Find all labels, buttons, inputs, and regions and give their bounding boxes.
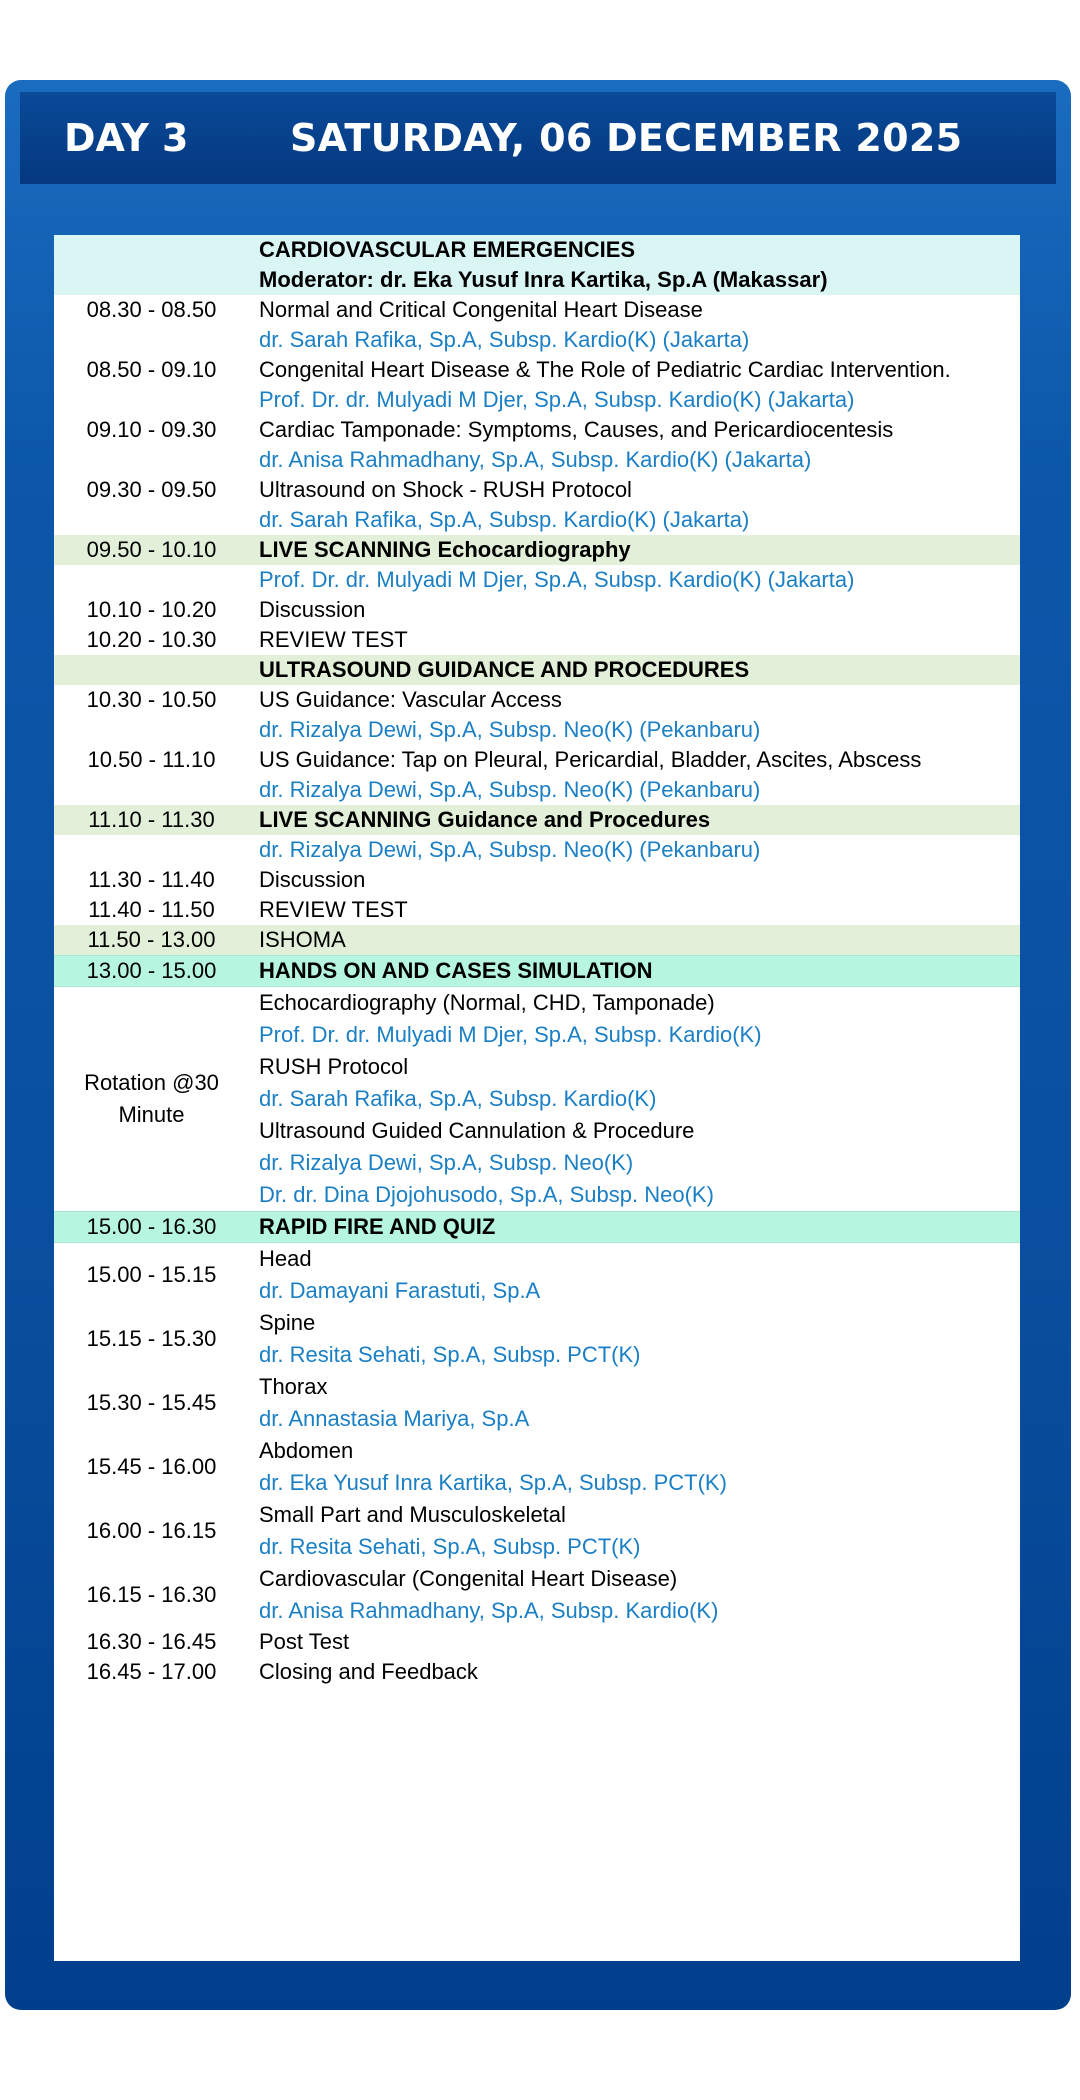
schedule-table <box>54 235 1020 1961</box>
time-slot: 10.50 - 11.10 <box>87 747 216 772</box>
time-slot: 11.10 - 11.30 <box>88 807 215 832</box>
review-test-row <box>54 625 1020 655</box>
live-scanning-title: LIVE SCANNING Guidance and Procedures <box>259 807 711 832</box>
speaker: dr. Damayani Farastuti, Sp.A <box>259 1278 541 1303</box>
topic: Thorax <box>259 1374 328 1399</box>
session-moderator: Moderator: dr. Eka Yusuf Inra Kartika, Sp.A (Makassar) <box>259 267 828 292</box>
speaker: dr. Rizalya Dewi, Sp.A, Subsp. Neo(K) (Pekanbaru) <box>259 777 761 802</box>
time-slot: 09.10 - 09.30 <box>86 417 217 442</box>
speaker: dr. Sarah Rafika, Sp.A, Subsp. Kardio(K) (Jakarta) <box>259 327 750 352</box>
hands-on-stations <box>54 987 1020 1211</box>
topic: US Guidance: Vascular Access <box>259 687 562 712</box>
speaker-row <box>54 775 1020 805</box>
station-topic: Ultrasound Guided Cannulation & Procedure <box>259 1118 695 1143</box>
speaker: dr. Anisa Rahmadhany, Sp.A, Subsp. Kardio(K) (Jakarta) <box>259 447 812 472</box>
speaker-row <box>54 325 1020 355</box>
speaker: dr. Eka Yusuf Inra Kartika, Sp.A, Subsp. PCT(K) <box>259 1470 727 1495</box>
topic: Spine <box>259 1310 316 1335</box>
session-title: HANDS ON AND CASES SIMULATION <box>259 958 653 983</box>
post-test-label: Post Test <box>259 1629 350 1654</box>
speaker-row <box>54 505 1020 535</box>
time-slot: 15.30 - 15.45 <box>86 1390 217 1415</box>
schedule-frame <box>5 80 1071 2010</box>
speaker-row <box>54 445 1020 475</box>
discussion-row <box>54 595 1020 625</box>
speaker-row <box>54 715 1020 745</box>
ishoma-label: ISHOMA <box>259 927 346 952</box>
day-label: DAY 3 <box>64 116 189 160</box>
time-slot: 16.30 - 16.45 <box>86 1629 217 1654</box>
speaker: dr. Annastasia Mariya, Sp.A <box>259 1406 530 1431</box>
topic: Normal and Critical Congenital Heart Disease <box>259 297 703 322</box>
time-slot: 08.30 - 08.50 <box>86 297 217 322</box>
topic: Cardiac Tamponade: Symptoms, Causes, and Pericardiocentesis <box>259 417 894 442</box>
closing-label: Closing and Feedback <box>259 1659 478 1684</box>
time-slot: 16.15 - 16.30 <box>86 1582 217 1607</box>
station-speaker: dr. Sarah Rafika, Sp.A, Subsp. Kardio(K) <box>259 1086 657 1111</box>
station-speaker: dr. Rizalya Dewi, Sp.A, Subsp. Neo(K) <box>259 1150 634 1175</box>
session-header-ultrasound-guidance <box>54 655 1020 685</box>
time-slot: 10.30 - 10.50 <box>86 687 217 712</box>
session-header-rapid-fire <box>54 1211 1020 1243</box>
review-test-row <box>54 895 1020 925</box>
speaker: dr. Rizalya Dewi, Sp.A, Subsp. Neo(K) (Pekanbaru) <box>259 837 761 862</box>
closing-row <box>54 1657 1020 1687</box>
speaker: dr. Resita Sehati, Sp.A, Subsp. PCT(K) <box>259 1534 641 1559</box>
time-slot: 08.50 - 09.10 <box>86 357 217 382</box>
time-slot: 09.50 - 10.10 <box>86 537 217 562</box>
station-topic: Echocardiography (Normal, CHD, Tamponade) <box>259 990 715 1015</box>
ishoma-row <box>54 925 1020 955</box>
time-slot: 10.20 - 10.30 <box>86 627 217 652</box>
topic: Congenital Heart Disease & The Role of Pediatric Cardiac Intervention. <box>259 357 951 382</box>
time-slot: 16.45 - 17.00 <box>86 1659 217 1684</box>
rapid-fire-item <box>54 1307 1020 1371</box>
time-slot: 11.50 - 13.00 <box>87 927 216 952</box>
time-slot: 11.30 - 11.40 <box>88 867 215 892</box>
station-speaker: Dr. dr. Dina Djojohusodo, Sp.A, Subsp. Neo(K) <box>259 1182 714 1207</box>
rotation-label: Rotation @30 Minute <box>84 1070 219 1127</box>
session-header-hands-on <box>54 955 1020 987</box>
topic: Ultrasound on Shock - RUSH Protocol <box>259 477 632 502</box>
topic: Small Part and Musculoskeletal <box>259 1502 566 1527</box>
time-slot: 15.00 - 15.15 <box>86 1262 217 1287</box>
time-slot: 16.00 - 16.15 <box>86 1518 217 1543</box>
live-scanning-title: LIVE SCANNING Echocardiography <box>259 537 631 562</box>
time-slot: 15.15 - 15.30 <box>86 1326 217 1351</box>
topic: Abdomen <box>259 1438 354 1463</box>
topic: US Guidance: Tap on Pleural, Pericardial, Bladder, Ascites, Abscess <box>259 747 922 772</box>
schedule-row <box>54 475 1020 505</box>
date-label: SATURDAY, 06 DECEMBER 2025 <box>290 116 963 160</box>
schedule-row <box>54 685 1020 715</box>
speaker: dr. Anisa Rahmadhany, Sp.A, Subsp. Kardio(K) <box>259 1598 719 1623</box>
session-title: RAPID FIRE AND QUIZ <box>259 1214 496 1239</box>
day-header <box>20 92 1056 184</box>
review-test-label: REVIEW TEST <box>259 627 408 652</box>
topic: Cardiovascular (Congenital Heart Disease) <box>259 1566 678 1591</box>
live-scanning-row <box>54 535 1020 565</box>
rapid-fire-item <box>54 1243 1020 1307</box>
speaker: dr. Sarah Rafika, Sp.A, Subsp. Kardio(K) (Jakarta) <box>259 507 750 532</box>
discussion-label: Discussion <box>259 597 366 622</box>
time-slot: 11.40 - 11.50 <box>88 897 215 922</box>
speaker: dr. Resita Sehati, Sp.A, Subsp. PCT(K) <box>259 1342 641 1367</box>
schedule-row <box>54 295 1020 325</box>
station-topic: RUSH Protocol <box>259 1054 409 1079</box>
speaker-row <box>54 385 1020 415</box>
schedule-row <box>54 415 1020 445</box>
speaker: dr. Rizalya Dewi, Sp.A, Subsp. Neo(K) (Pekanbaru) <box>259 717 761 742</box>
review-test-label: REVIEW TEST <box>259 897 408 922</box>
live-scanning-row <box>54 805 1020 835</box>
speaker-row <box>54 565 1020 595</box>
rapid-fire-item <box>54 1435 1020 1499</box>
rapid-fire-item <box>54 1563 1020 1627</box>
time-slot: 10.10 - 10.20 <box>86 597 217 622</box>
session-title: ULTRASOUND GUIDANCE AND PROCEDURES <box>259 657 750 682</box>
time-slot: 09.30 - 09.50 <box>86 477 217 502</box>
topic: Head <box>259 1246 312 1271</box>
discussion-row <box>54 865 1020 895</box>
schedule-row <box>54 745 1020 775</box>
speaker: Prof. Dr. dr. Mulyadi M Djer, Sp.A, Subsp. Kardio(K) (Jakarta) <box>259 387 855 412</box>
rapid-fire-item <box>54 1371 1020 1435</box>
speaker: Prof. Dr. dr. Mulyadi M Djer, Sp.A, Subsp. Kardio(K) (Jakarta) <box>259 567 855 592</box>
time-slot: 13.00 - 15.00 <box>86 958 217 983</box>
time-slot: 15.00 - 16.30 <box>86 1214 217 1239</box>
schedule-row <box>54 355 1020 385</box>
speaker-row <box>54 835 1020 865</box>
session-title: CARDIOVASCULAR EMERGENCIES <box>259 237 636 262</box>
post-test-row <box>54 1627 1020 1657</box>
discussion-label: Discussion <box>259 867 366 892</box>
rapid-fire-item <box>54 1499 1020 1563</box>
station-speaker: Prof. Dr. dr. Mulyadi M Djer, Sp.A, Subsp. Kardio(K) <box>259 1022 762 1047</box>
time-slot: 15.45 - 16.00 <box>86 1454 217 1479</box>
session-header-cardiovascular <box>54 235 1020 295</box>
